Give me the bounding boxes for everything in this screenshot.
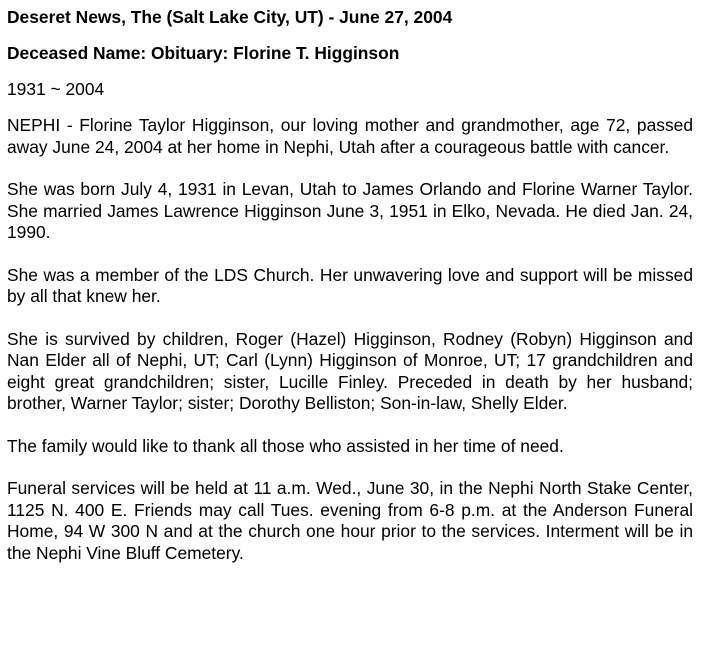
paragraph-birth-marriage: She was born July 4, 1931 in Levan, Utah to James Orlando and Florine Warner Taylor. She married James Lawrence Higginson June 3, 1951 in Elko, Nevada. He died Jan. 24, 1990. xyxy=(7,179,693,242)
paragraph-thanks: The family would like to thank all those who assisted in her time of need. xyxy=(7,435,564,456)
paragraph-death-notice: NEPHI - Florine Taylor Higginson, our loving mother and grandmother, age 72, passed away June 24, 2004 at her home in Nephi, Utah after a courageous battle with cancer. xyxy=(7,115,693,157)
life-years: 1931 ~ 2004 xyxy=(7,79,105,99)
source-heading: Deseret News, The (Salt Lake City, UT) - June 27, 2004 xyxy=(7,7,453,27)
paragraph-church: She was a member of the LDS Church. Her unwavering love and support will be missed by all that knew her. xyxy=(7,264,693,306)
paragraph-funeral-services: Funeral services will be held at 11 a.m. Wed., June 30, in the Nephi North Stake Center, 1125 N. 400 E. Friends may call Tues. evening from 6-8 p.m. at the Anderson Funeral Home, 94 W 300 N and at the church one hour prior to the services. Interment will be in the Nephi Vine Bluff Cemetery. xyxy=(7,478,693,563)
paragraph-survivors: She is survived by children, Roger (Hazel) Higginson, Rodney (Robyn) Higginson and Nan Elder all of Nephi, UT; Carl (Lynn) Higginson of Monroe, UT; 17 grandchildren and eight great grandchildren; sister, Lucille Finley. Preceded in death by her husband; brother, Warner Taylor; sister; Dorothy Belliston; Son-in-law, Shelly Elder. xyxy=(7,328,693,413)
deceased-name-heading: Deceased Name: Obituary: Florine T. Higginson xyxy=(7,43,400,63)
